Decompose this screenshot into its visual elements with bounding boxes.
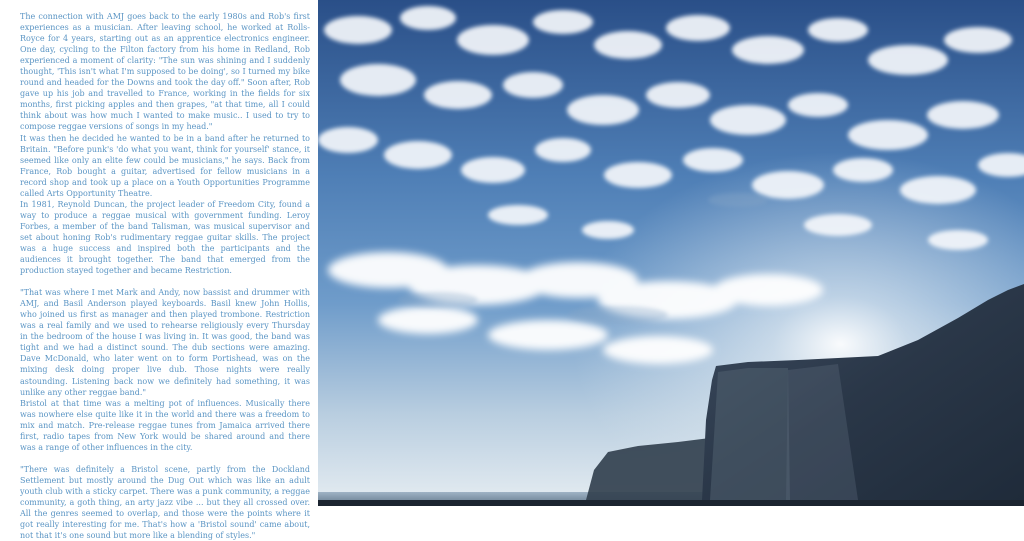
article-paragraph: It was then he decided he wanted to be in a band after he returned to Britain. "Before punk's 'do what you want, think for yourself' stance, it seemed like only an elite few could be musicians," he says. Back from France, Rob bought a guitar, advertised for fellow musicians in a record shop and took up a place on a Youth Opportunities Programme called Arts Opportunity Theatre. [20,133,310,198]
article-paragraph: "There was definitely a Bristol scene, partly from the Dockland Settlement but mostly around the Dug Out which was like an adult youth club with a sticky carpet. There was a punk community, a reggae community, a goth thing, an arty jazz vibe ... but they all crossed over. All the genres seemed to overlap, and those were the points where it got really interesting for me. That's how a 'Bristol sound' came about, not that it's one sound but more like a blending of styles." [20,464,310,541]
article-paragraph: In 1981, Reynold Duncan, the project leader of Freedom City, found a way to produce a reggae musical with government funding. Leroy Forbes, a member of the band Talisman, was musical supervisor and set about honing Rob's rudimentary reggae guitar skills. The project was a huge success and inspired both the participants and the audiences it brought together. The band that emerged from the production stayed together and became Restriction. [20,199,310,276]
cliff-highlight [710,368,790,500]
sky-cliff-photo [318,0,1024,506]
foreground-shore [318,500,1024,506]
article-paragraph: Bristol at that time was a melting pot of influences. Musically there was nowhere else quite like it in the world and there was a freedom to mix and match. Pre-release reggae tunes from Jamaica arrived there first, radio tapes from New York would be shared around and there was a range of other influences in the city. [20,398,310,452]
article-paragraph: The connection with AMJ goes back to the early 1980s and Rob's first experiences as a musician. After leaving school, he worked at Rolls-Royce for 4 years, starting out as an apprentice electronics engineer. One day, cycling to the Filton factory from his home in Redland, Rob experienced a moment of clarity: "The sun was shining and I suddenly thought, 'This isn't what I'm supposed to be doing', so I turned my bike round and headed for the Downs and took the day off." Soon after, Rob gave up his job and travelled to France, working in the fields for six months, first picking apples and then grapes, "at that time, all I could think about was how much I wanted to make music.. I used to try to compose reggae versions of songs in my head." [20,12,310,132]
article-paragraph: "That was where I met Mark and Andy, now bassist and drummer with AMJ, and Basil Anderson played keyboards. Basil knew John Hollis, who joined us first as manager and then played trombone. Restriction was a real family and we used to rehearse religiously every Thursday in the bedroom of the house I was living in. It was good, the band was tight and we had a distinct sound. The dub sections were amazing. Dave McDonald, who later went on to form Portishead, was on the mixing desk doing proper live dub. Those nights were really astounding. Listening back now we definitely had something, it was unlike any other reggae band." [20,288,310,397]
article-text-column [20,11,310,541]
